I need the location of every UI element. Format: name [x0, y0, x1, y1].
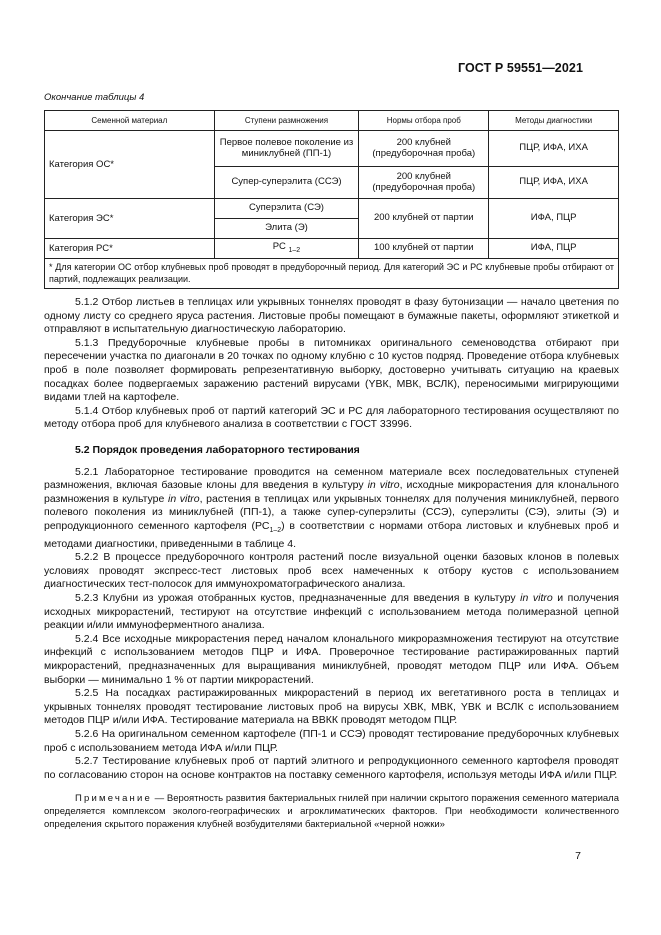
- category-os-cell: Категория ОС*: [45, 131, 215, 199]
- italic-term: in vitro: [167, 492, 200, 505]
- column-header: Нормы отбора проб: [359, 111, 489, 131]
- table-row: [45, 199, 619, 219]
- body-text: [44, 296, 619, 831]
- table-caption: Окончание таблицы 4: [44, 92, 145, 103]
- text-fragment: , растения в теплицах или укрывных тоннелях для получения миниклубней, первого полевого поколения из миниклубней (ПП-1), а также супер-суперэлиты (ССЭ), суперэлиты (СЭ), элиты (Э) и репродукционного семенного картофеля (РС: [44, 492, 620, 532]
- table-4: [44, 110, 619, 289]
- stage-rs-subscript: 1–2: [288, 246, 301, 254]
- text-fragment: 5.2.1 Лабораторное тестирование проводится на семенном материале всех последовательных ступеней размножения, включая базовые клоны для введения в культуру: [44, 465, 619, 492]
- norm-cell: 200 клубней (предуборочная проба): [359, 131, 489, 167]
- note-block: [44, 792, 619, 831]
- text-fragment: и получения исходных микрорастений, тестируют на отсутствие инфекций с использованием метода полимеразной цепной реакции и/или иммуноферментного анализа.: [44, 591, 619, 632]
- text-fragment: , исходные микрорастения для клонального размножения в культуре: [44, 479, 619, 505]
- paragraph-5-1-4: 5.1.4 Отбор клубневых проб от партий категорий ЭС и РС для лабораторного тестирования осуществляют по методу отбора проб для клубневого анализа в соответствии с ГОСТ 33996.: [44, 404, 619, 431]
- table-header-row: [45, 111, 619, 131]
- table-row: [45, 131, 619, 167]
- subscript: 1–2: [269, 527, 282, 534]
- italic-term: in vitro: [367, 479, 400, 492]
- method-cell: ПЦР, ИФА, ИХА: [489, 167, 619, 199]
- column-header: Методы диагностики: [489, 111, 619, 131]
- method-cell: ПЦР, ИФА, ИХА: [489, 131, 619, 167]
- note-label: Примечание: [75, 793, 152, 805]
- stage-cell: [214, 239, 359, 259]
- paragraph-5-2-5: 5.2.5 На посадках растиражированных микрорастений в период их вегетативного роста в теплицах и укрывных тоннелях проводят тестирование листовых проб на вирусы ХВК, МВК, YВК и ВСЛК с использованием методов ПЦР и/или ИФА. Тестирование материала на ВВКК проводят методом ПЦР.: [44, 687, 619, 727]
- paragraph-5-2-7: 5.2.7 Тестирование клубневых проб от партий элитного и репродукционного семенного картофеля проводят по согласованию сторон на основе контрактов на поставку семенного картофеля, используя методы ИФА и/или ПЦР.: [44, 755, 619, 781]
- paragraph-5-2-1: [44, 466, 619, 552]
- method-cell: ИФА, ПЦР: [489, 239, 619, 259]
- stage-cell: Первое полевое поколение из миниклубней (ПП-1): [214, 131, 359, 167]
- italic-term: in vitro: [520, 591, 553, 604]
- stage-cell: Суперэлита (СЭ): [214, 199, 359, 219]
- paragraph-5-2-4: 5.2.4 Все исходные микрорастения перед началом клонального микроразмножения тестируют на отсутствие инфекций с использованием методов ПЦР и ИФА. Проверочное тестирование растиражированных партий микрорастений, предназначенных для выращивания миниклубней, проводят методом ПЦР или ИФА. Объем выборки — минимально 1 % от партии микрорастений.: [44, 632, 619, 686]
- category-es-cell: Категория ЭС*: [45, 199, 215, 239]
- paragraph-5-2-6: 5.2.6 На оригинальном семенном картофеле (ПП-1 и ССЭ) проводят тестирование предуборочных клубневых проб с использованием метода ИФА и/или ПЦР.: [44, 727, 619, 754]
- method-cell: ИФА, ПЦР: [489, 199, 619, 239]
- column-header: Ступени размножения: [214, 111, 359, 131]
- table-footnote-row: [45, 259, 619, 289]
- text-fragment: 5.2.3 Клубни из урожая отобранных кустов, предназначенные для введения в культуру: [75, 591, 521, 604]
- page-number: 7: [575, 850, 581, 862]
- paragraph-5-1-3: 5.1.3 Предуборочные клубневые пробы в питомниках оригинального семеноводства отбирают при пересечении участка по диагонали в 20 точках по одному клубню с 10 кустов подряд. Проведение отбора клубневых проб в поле позволяет формировать репрезентативную выборку, достоверно учитывать ситуацию на краевых посадках более подвергаемых заражению растений вирусами (YВК, МВК, ВСЛК), переносимыми мигрирующими видами тлей на картофеле.: [44, 336, 619, 404]
- norm-cell: 200 клубней (предуборочная проба): [359, 167, 489, 199]
- table-row: [45, 239, 619, 259]
- document-standard-number: ГОСТ Р 59551—2021: [457, 61, 583, 75]
- category-rs-cell: Категория РС*: [45, 239, 215, 259]
- text-fragment: ) в соответствии с нормами отбора листовых и клубневых проб и методами диагностики, приведенными в таблице 4.: [44, 519, 619, 550]
- paragraph-5-1-2: 5.1.2 Отбор листьев в теплицах или укрывных тоннелях проводят в фазу бутонизации — начало цветения по одному листу со среднего яруса растения. Листовые пробы помещают в бумажные пакеты, оформляют этикеткой и отправляют в испытательную диагностическую лабораторию.: [44, 296, 619, 336]
- paragraph-5-2-3: [44, 592, 619, 633]
- norm-cell: 100 клубней от партии: [359, 239, 489, 259]
- section-heading-5-2: 5.2 Порядок проведения лабораторного тестирования: [75, 443, 360, 456]
- stage-cell: Супер-суперэлита (ССЭ): [214, 167, 359, 199]
- norm-cell: 200 клубней от партии: [359, 199, 489, 239]
- paragraph-5-2-2: 5.2.2 В процессе предуборочного контроля растений после визуальной оценки базовых клонов в полевых условиях проводят экспресс-тест листовых проб всех намеченных к отбору кустов с использованием диагностических тест-полосок для иммунохроматографического анализа.: [44, 551, 619, 591]
- stage-cell: Элита (Э): [214, 219, 359, 239]
- stage-rs-text: РС: [272, 241, 286, 253]
- table-footnote: * Для категории ОС отбор клубневых проб проводят в предуборочный период. Для категорий ЭС и РС клубневые пробы отбирают от партий, подлежащих реализации.: [45, 259, 619, 289]
- note-text: — Вероятность развития бактериальных гнилей при наличии скрытого поражения семенного материала определяется комплексом эколого-географических и агроклиматических факторов. При необходимости количественного определения скрытого поражения клубней возбудителями бактериальной «черной ножки»: [44, 793, 619, 831]
- column-header: Семенной материал: [45, 111, 215, 131]
